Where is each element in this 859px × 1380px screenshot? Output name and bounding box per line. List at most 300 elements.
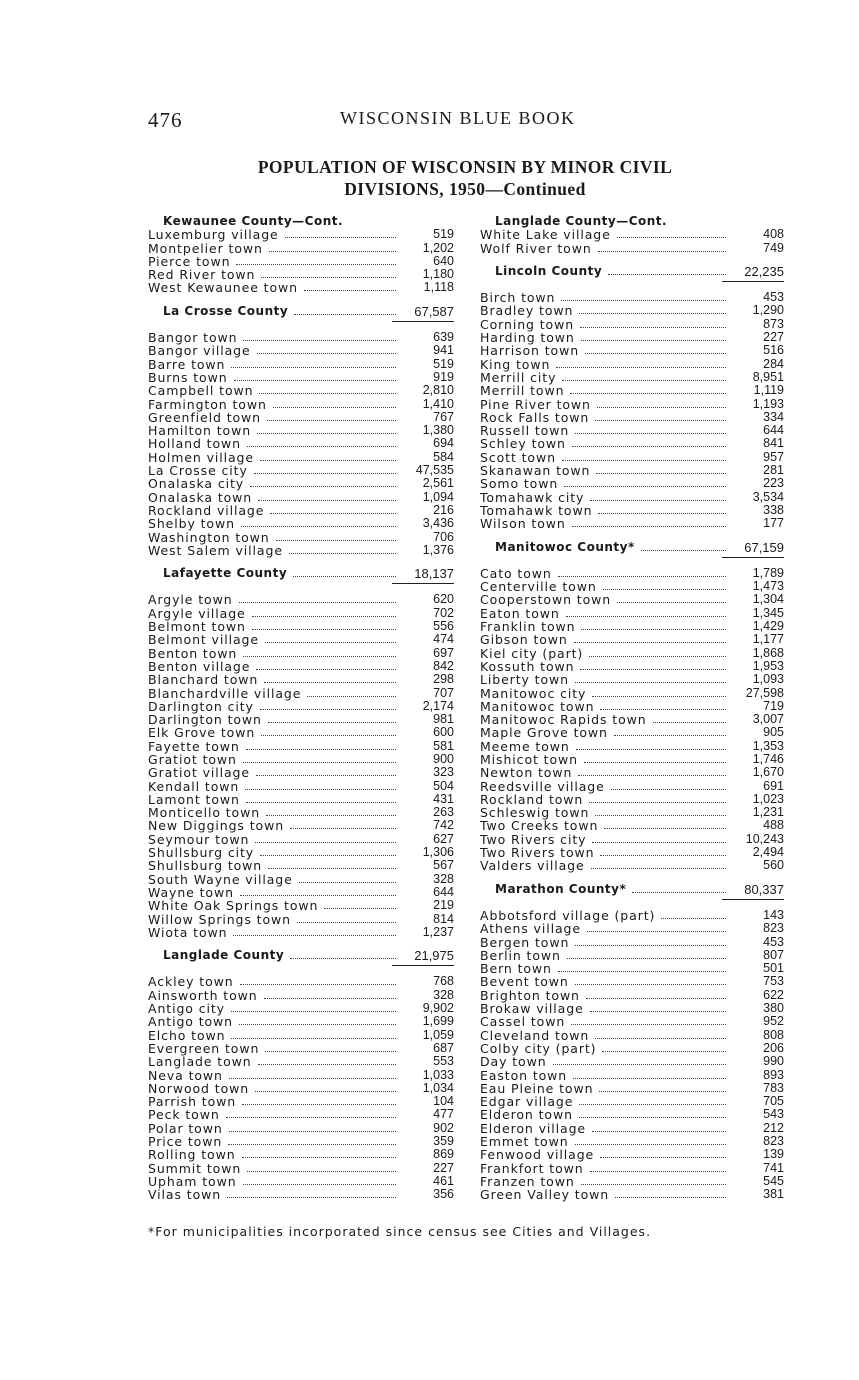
dot-leader (293, 576, 396, 577)
dot-leader (598, 513, 726, 514)
dot-leader (617, 602, 726, 603)
dot-leader (600, 855, 726, 856)
table-row (480, 1122, 784, 1135)
dot-leader (578, 775, 726, 776)
dot-leader (239, 602, 396, 603)
table-row (480, 1055, 784, 1068)
county-total: 67,159 (744, 539, 784, 555)
population-value: 584 (433, 449, 454, 464)
county-total: 67,587 (414, 303, 454, 319)
population-value: 981 (433, 712, 454, 727)
county-heading (148, 305, 454, 318)
table-row (148, 620, 454, 633)
population-value: 488 (763, 818, 784, 833)
division-name: Cassel town (480, 1014, 566, 1030)
population-value: 323 (433, 765, 454, 780)
dot-leader (226, 1117, 396, 1118)
division-name: Seymour town (148, 831, 250, 847)
division-name: Greenfield town (148, 409, 261, 425)
division-name: Birch town (480, 290, 556, 306)
division-name: Bern town (480, 961, 552, 977)
population-value: 408 (763, 227, 784, 242)
population-value: 705 (763, 1094, 784, 1109)
dot-leader (273, 407, 396, 408)
table-row (148, 1188, 454, 1201)
dot-leader (267, 420, 396, 421)
county-name: Langlade County—Cont. (495, 214, 668, 228)
division-name: Pierce town (148, 253, 231, 269)
population-value: 2,561 (422, 476, 454, 491)
population-value: 919 (433, 369, 454, 384)
division-name: Corning town (480, 316, 575, 332)
population-value: 706 (433, 529, 454, 544)
population-value: 328 (433, 871, 454, 886)
dot-leader (598, 251, 726, 252)
population-value: 219 (433, 898, 454, 913)
table-row (148, 1029, 454, 1042)
division-name: Harding town (480, 330, 575, 346)
table-row (148, 859, 454, 872)
population-value: 1,119 (753, 383, 784, 398)
population-value: 216 (433, 502, 454, 517)
population-value: 516 (763, 343, 784, 358)
county-heading (148, 949, 454, 962)
table-row (148, 384, 454, 397)
table-row (480, 962, 784, 975)
division-name: Monticello town (148, 805, 261, 821)
table-row (148, 873, 454, 886)
population-value: 223 (763, 476, 784, 491)
dot-leader (269, 251, 396, 252)
dot-leader (231, 1011, 396, 1012)
division-name: Price town (148, 1134, 223, 1149)
county-name: Manitowoc County* (495, 539, 635, 554)
population-value: 1,746 (752, 751, 784, 766)
population-value: 212 (763, 1120, 784, 1135)
table-row (148, 740, 454, 753)
population-value: 1,304 (752, 592, 784, 607)
dot-leader (608, 274, 726, 275)
table-row (480, 398, 784, 411)
total-rule (722, 281, 784, 282)
table-row (480, 620, 784, 633)
dot-leader (592, 696, 726, 697)
population-value: 143 (763, 907, 784, 922)
table-row (148, 899, 454, 912)
dot-leader (240, 895, 396, 896)
dot-leader (603, 589, 726, 590)
population-value: 768 (433, 974, 454, 989)
division-name: White Oak Springs town (148, 898, 319, 914)
table-row (480, 344, 784, 357)
table-row (480, 793, 784, 806)
population-value: 808 (763, 1027, 784, 1042)
population-value: 873 (763, 316, 784, 331)
division-name: Elcho town (148, 1027, 226, 1043)
dot-leader (227, 1197, 396, 1198)
table-row (148, 531, 454, 544)
population-value: 814 (433, 911, 454, 926)
population-value: 1,429 (752, 619, 784, 634)
dot-leader (587, 931, 726, 932)
table-row (480, 989, 784, 1002)
dot-leader (247, 446, 396, 447)
dot-leader (246, 802, 396, 803)
dot-leader (596, 473, 726, 474)
table-row (480, 291, 784, 304)
population-value: 1,410 (422, 396, 454, 411)
table-row (148, 975, 454, 988)
table-row (480, 700, 784, 713)
county-heading (480, 215, 784, 228)
table-row (148, 255, 454, 268)
division-name: Edgar village (480, 1094, 574, 1110)
division-name: Schley town (480, 436, 566, 452)
population-value: 10,243 (745, 831, 784, 846)
table-row (480, 673, 784, 686)
table-row (148, 926, 454, 939)
dot-leader (581, 1184, 726, 1185)
dot-leader (276, 540, 396, 541)
population-value: 3,436 (422, 516, 454, 531)
population-value: 560 (763, 858, 784, 873)
population-value: 620 (433, 592, 454, 607)
population-value: 227 (763, 330, 784, 345)
dot-leader (586, 998, 726, 999)
population-value: 47,535 (415, 463, 454, 478)
table-row (148, 647, 454, 660)
table-row (480, 1175, 784, 1188)
dot-leader (653, 722, 726, 723)
population-value: 1,034 (422, 1080, 454, 1095)
dot-leader (294, 314, 396, 315)
dot-leader (600, 1157, 726, 1158)
division-name: King town (480, 356, 551, 372)
division-name: Rockland town (480, 791, 584, 807)
population-value: 639 (433, 330, 454, 345)
division-name: Brighton town (480, 987, 580, 1003)
population-value: 1,023 (752, 791, 784, 806)
dot-leader (242, 1104, 396, 1105)
division-name: Darlington town (148, 712, 262, 728)
dot-leader (575, 433, 726, 434)
dot-leader (589, 802, 726, 803)
dot-leader (597, 407, 726, 408)
dot-leader (591, 868, 726, 869)
dot-leader (571, 1024, 726, 1025)
table-row (480, 358, 784, 371)
dot-leader (574, 642, 726, 643)
population-value: 1,699 (422, 1014, 454, 1029)
running-title: WISCONSIN BLUE BOOK (340, 108, 576, 128)
table-row (148, 700, 454, 713)
population-value: 356 (433, 1187, 454, 1202)
dot-leader (661, 918, 726, 919)
table-row (148, 504, 454, 517)
table-row (480, 806, 784, 819)
dot-leader (590, 1011, 726, 1012)
dot-leader (257, 433, 396, 434)
dot-leader (575, 1144, 726, 1145)
population-value: 553 (433, 1054, 454, 1069)
dot-leader (258, 500, 396, 501)
dot-leader (575, 984, 726, 985)
division-name: Merrill city (480, 369, 557, 385)
division-name: Luxemburg village (148, 227, 279, 243)
county-total: 22,235 (744, 263, 784, 279)
dot-leader (304, 290, 396, 291)
division-name: Valders village (480, 858, 585, 874)
population-value: 741 (763, 1160, 784, 1175)
table-row (148, 242, 454, 255)
table-row (148, 780, 454, 793)
division-name: Brokaw village (480, 1001, 584, 1017)
division-name: Cleveland town (480, 1027, 590, 1043)
division-name: Ainsworth town (148, 987, 258, 1003)
dot-leader (229, 1131, 396, 1132)
table-row (148, 517, 454, 530)
division-name: Cato town (480, 565, 552, 581)
population-value: 1,376 (422, 542, 454, 557)
dot-leader (611, 789, 726, 790)
population-value: 227 (433, 1160, 454, 1175)
population-value: 453 (763, 290, 784, 305)
table-row (480, 846, 784, 859)
table-row (148, 1175, 454, 1188)
division-name: Pine River town (480, 396, 591, 412)
dot-leader (562, 380, 726, 381)
page-title-line-2: DIVISIONS, 1950—Continued (344, 179, 586, 199)
division-name: Washington town (148, 529, 270, 545)
total-rule (722, 899, 784, 900)
county-name: Lincoln County (495, 263, 603, 278)
division-name: Barre town (148, 356, 226, 372)
population-value: 1,290 (752, 303, 784, 318)
dot-leader (264, 998, 396, 999)
table-row (148, 713, 454, 726)
population-value: 474 (433, 632, 454, 647)
dot-leader (575, 945, 726, 946)
table-row (148, 228, 454, 241)
division-name: Emmet town (480, 1134, 569, 1149)
population-value: 697 (433, 645, 454, 660)
division-name: Shullsburg town (148, 858, 263, 874)
population-value: 823 (763, 1134, 784, 1148)
table-row (148, 424, 454, 437)
table-row (148, 268, 454, 281)
dot-leader (243, 1184, 396, 1185)
dot-leader (299, 882, 396, 883)
division-name: Scott town (480, 449, 556, 465)
county-total: 21,975 (414, 948, 454, 964)
table-row (148, 766, 454, 779)
table-row (480, 1148, 784, 1161)
county-name: La Crosse County (163, 303, 289, 318)
table-row (148, 1162, 454, 1175)
dot-leader (231, 1038, 396, 1039)
table-row (480, 1002, 784, 1015)
dot-leader (580, 669, 726, 670)
dot-leader (615, 1197, 726, 1198)
population-value: 1,093 (752, 672, 784, 687)
population-value: 1,094 (422, 489, 454, 504)
table-row (480, 1069, 784, 1082)
dot-leader (254, 473, 396, 474)
dot-leader (247, 1171, 396, 1172)
table-row (480, 504, 784, 517)
population-value: 519 (433, 227, 454, 242)
population-value: 1,670 (752, 765, 784, 780)
table-row (148, 1082, 454, 1095)
population-value: 567 (433, 858, 454, 873)
dot-leader (252, 616, 396, 617)
population-value: 905 (763, 725, 784, 740)
county-heading (480, 883, 784, 896)
division-name: Rock Falls town (480, 409, 590, 425)
dot-leader (617, 237, 726, 238)
population-value: 600 (433, 725, 454, 740)
table-row (148, 846, 454, 859)
dot-leader (600, 709, 726, 710)
table-row (148, 687, 454, 700)
division-name: Blanchardville village (148, 685, 302, 701)
dot-leader (553, 1064, 726, 1065)
division-name: Russell town (480, 423, 570, 439)
dot-leader (228, 1144, 396, 1145)
table-row (480, 371, 784, 384)
population-value: 3,007 (752, 712, 784, 727)
table-row (480, 780, 784, 793)
dot-leader (580, 327, 726, 328)
population-value: 1,868 (752, 645, 784, 660)
dot-leader (265, 1051, 396, 1052)
population-value: 627 (433, 831, 454, 846)
division-name: Shelby town (148, 516, 235, 532)
division-name: Benton town (148, 645, 238, 661)
population-value: 691 (763, 778, 784, 793)
division-name: Langlade town (148, 1054, 252, 1070)
table-row (480, 477, 784, 490)
dot-leader (266, 815, 396, 816)
division-name: West Kewaunee town (148, 280, 298, 296)
division-name: Antigo city (148, 1001, 225, 1017)
dot-leader (245, 789, 396, 790)
population-value: 1,380 (422, 423, 454, 438)
population-value: 298 (433, 672, 454, 687)
table-row (148, 331, 454, 344)
population-value: 519 (433, 356, 454, 371)
table-row (148, 398, 454, 411)
county-name: Kewaunee County—Cont. (163, 214, 344, 228)
dot-leader (561, 300, 726, 301)
division-name: Two Creeks town (480, 818, 599, 834)
dot-leader (261, 735, 396, 736)
table-row (480, 922, 784, 935)
division-name: Evergreen town (148, 1040, 260, 1056)
table-row (148, 593, 454, 606)
division-name: Argyle town (148, 592, 233, 608)
county-heading (480, 541, 784, 554)
population-value: 543 (763, 1107, 784, 1122)
table-row (480, 726, 784, 739)
dot-leader (632, 892, 726, 893)
division-name: Liberty town (480, 672, 569, 688)
dot-leader (270, 513, 396, 514)
dot-leader (289, 553, 396, 554)
table-row (480, 687, 784, 700)
table-row (480, 1095, 784, 1108)
population-value: 1,953 (752, 658, 784, 673)
table-row (148, 913, 454, 926)
dot-leader (241, 526, 396, 527)
dot-leader (256, 669, 396, 670)
dot-leader (572, 526, 726, 527)
population-value: 941 (433, 343, 454, 358)
population-value: 359 (433, 1134, 454, 1148)
dot-leader (581, 340, 726, 341)
table-row (148, 371, 454, 384)
division-name: Franklin town (480, 619, 576, 635)
dot-leader (579, 1104, 726, 1105)
dot-leader (290, 958, 396, 959)
population-value: 139 (763, 1147, 784, 1162)
division-name: Bradley town (480, 303, 574, 319)
county-heading (480, 265, 784, 278)
dot-leader (268, 722, 396, 723)
population-value: 900 (433, 751, 454, 766)
population-value: 767 (433, 409, 454, 424)
dot-leader (590, 1171, 726, 1172)
total-rule (392, 583, 454, 584)
population-value: 501 (763, 961, 784, 976)
division-name: Bevent town (480, 974, 569, 990)
total-rule (392, 321, 454, 322)
division-name: Rolling town (148, 1147, 236, 1163)
dot-leader (242, 1157, 396, 1158)
division-name: Gratiot town (148, 751, 237, 767)
left-column (148, 215, 454, 1201)
division-name: Parrish town (148, 1094, 237, 1110)
dot-leader (590, 500, 726, 501)
county-total: 18,137 (414, 566, 454, 582)
division-name: Wilson town (480, 516, 566, 532)
division-name: Belmont town (148, 619, 246, 635)
division-name: Manitowoc city (480, 685, 587, 701)
dot-leader (255, 1091, 396, 1092)
population-value: 841 (763, 436, 784, 451)
table-row (480, 766, 784, 779)
table-row (480, 1188, 784, 1201)
division-name: Elk Grove town (148, 725, 256, 741)
table-row (148, 989, 454, 1002)
dot-leader (231, 367, 396, 368)
dot-leader (641, 550, 726, 551)
dot-leader (268, 868, 396, 869)
division-name: Wolf River town (480, 240, 592, 256)
population-value: 328 (433, 987, 454, 1002)
population-value: 869 (433, 1147, 454, 1162)
dot-leader (604, 828, 726, 829)
table-row (480, 580, 784, 593)
division-name: Peck town (148, 1107, 220, 1123)
dot-leader (324, 908, 396, 909)
table-row (148, 673, 454, 686)
population-value: 2,494 (752, 845, 784, 860)
table-row (480, 228, 784, 241)
division-name: Elderon town (480, 1107, 573, 1123)
population-value: 104 (433, 1094, 454, 1109)
population-value: 1,345 (752, 605, 784, 620)
